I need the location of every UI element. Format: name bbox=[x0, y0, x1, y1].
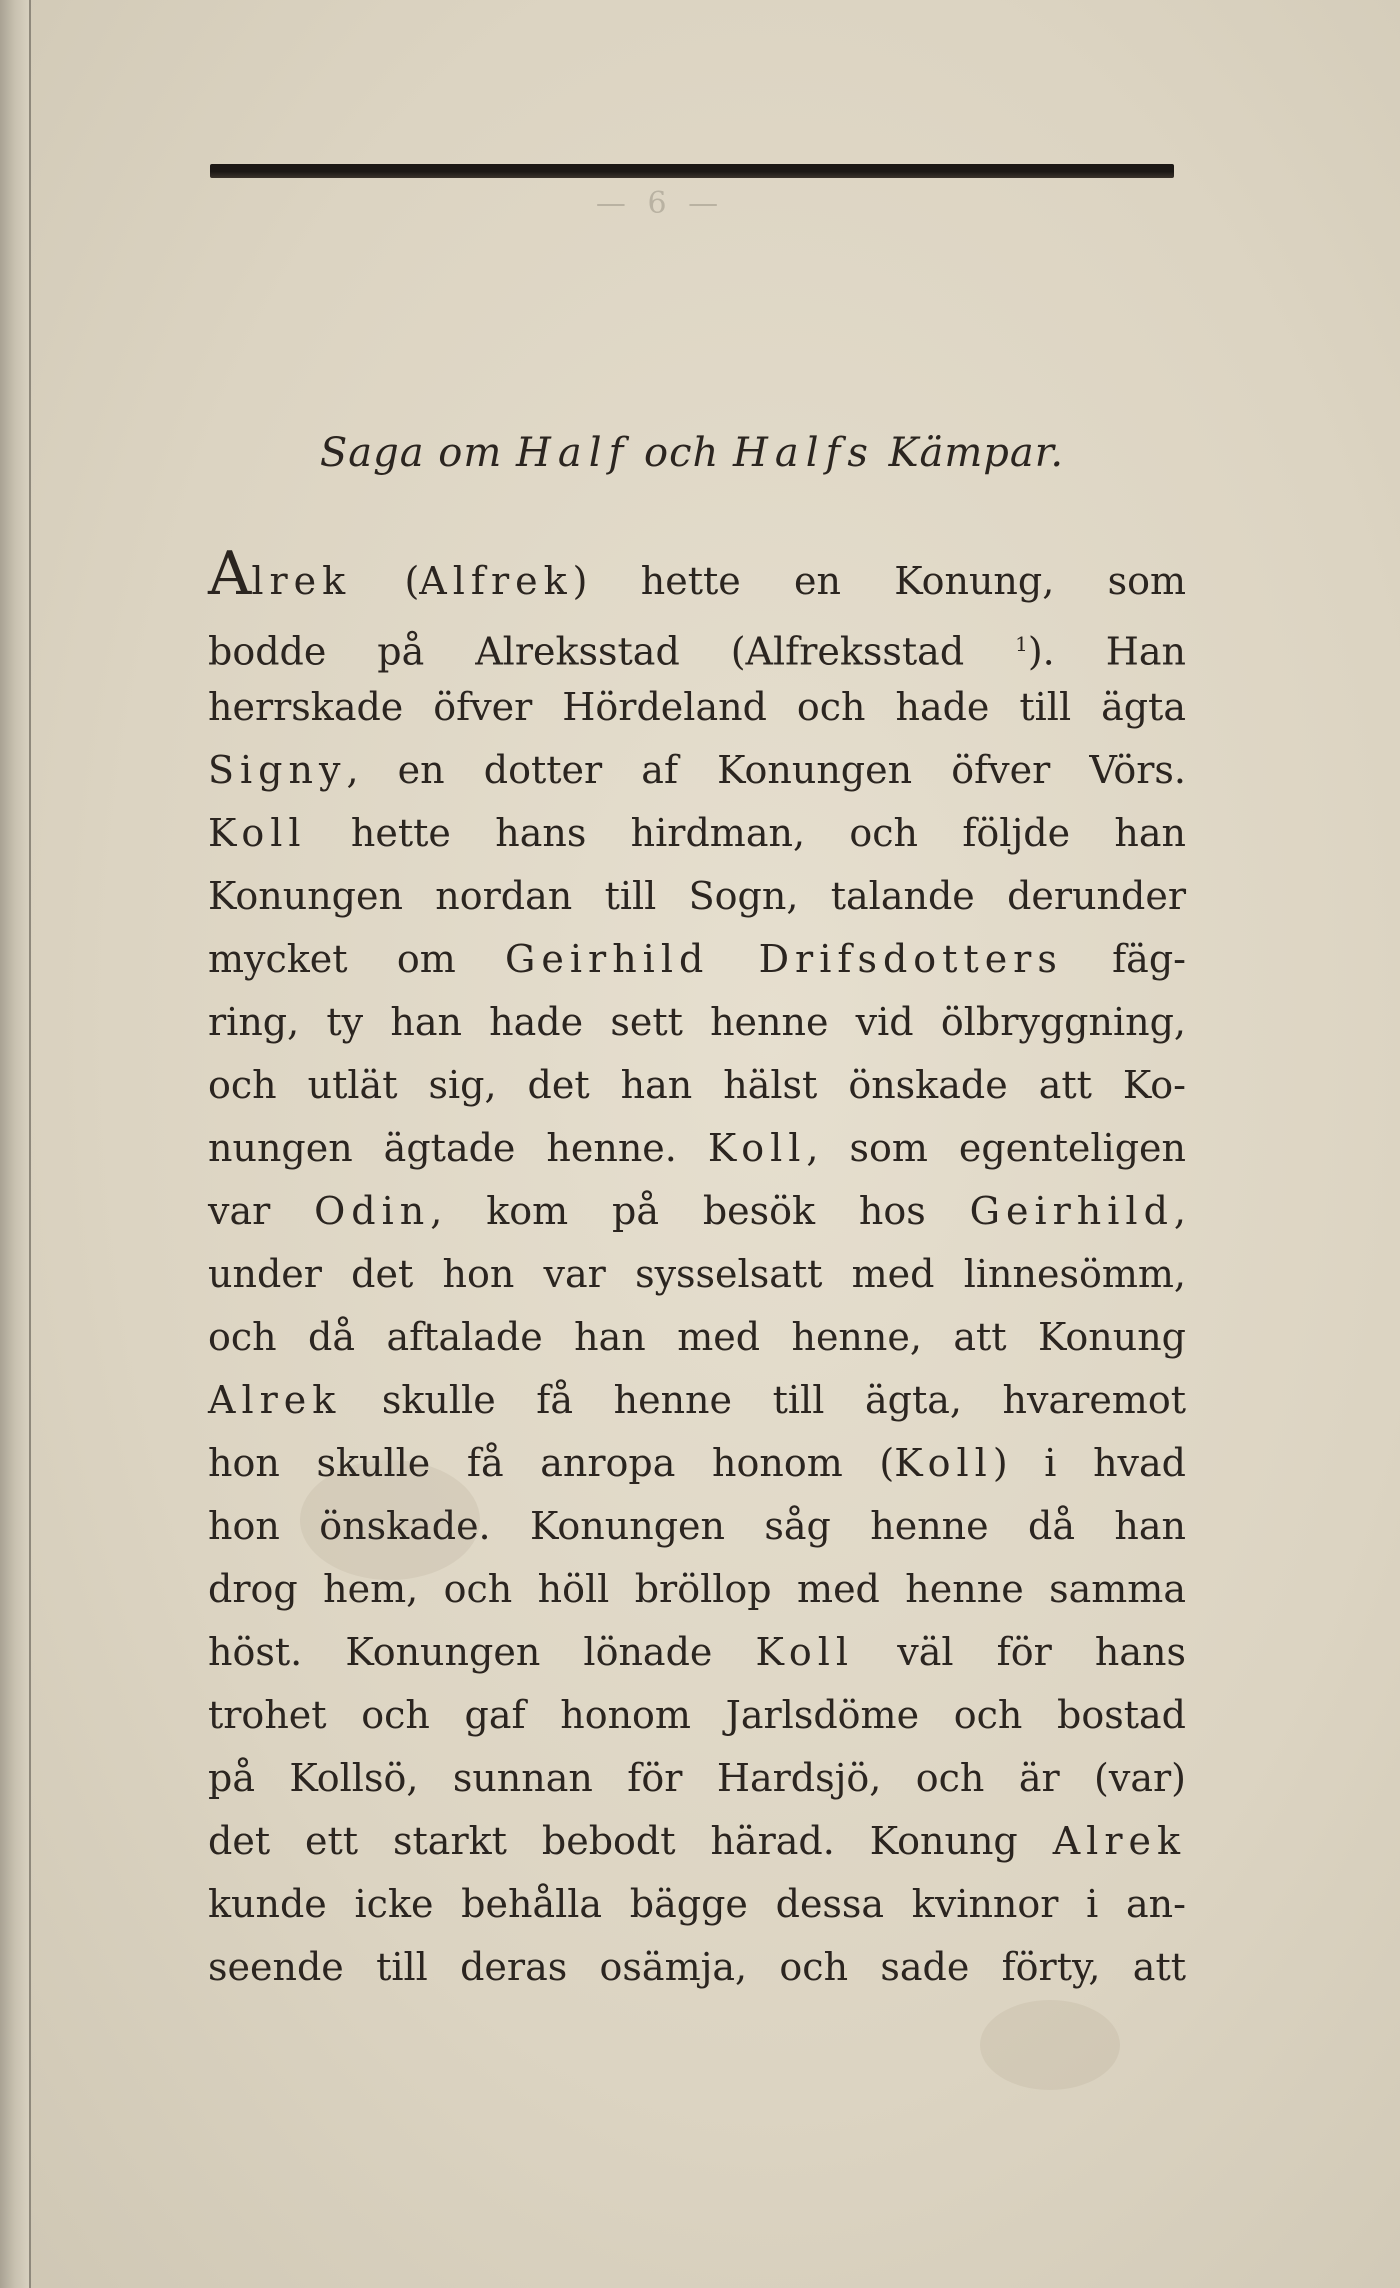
spaced-name: Alrek bbox=[208, 1378, 342, 1422]
title-name-halfs: Halfs bbox=[733, 430, 875, 476]
text-line: under det hon var sysselsatt med linnesömm, bbox=[208, 1252, 1186, 1296]
text-run: nungen ägtade henne. bbox=[208, 1126, 708, 1170]
text-run: , en dotter af Konungen öfver Vörs. bbox=[346, 748, 1186, 792]
text-line: och då aftalade han med henne, att Konung bbox=[208, 1315, 1186, 1359]
text-run: , som egenteligen bbox=[806, 1126, 1186, 1170]
text-line bbox=[208, 539, 1186, 613]
text-line: seende till deras osämja, och sade förty, att bbox=[208, 1945, 1186, 1989]
text-run: ). Han bbox=[1027, 629, 1186, 674]
text-line: på Kollsö, sunnan för Hardsjö, och är (var) bbox=[208, 1756, 1186, 1800]
text-run: var bbox=[208, 1189, 315, 1233]
text-line bbox=[208, 1432, 1186, 1495]
spaced-name: Drifsdotters bbox=[758, 937, 1063, 981]
spaced-name: Koll bbox=[755, 1630, 855, 1674]
text-line: hon önskade. Konungen såg henne då han bbox=[208, 1504, 1186, 1548]
text-line bbox=[208, 928, 1186, 991]
page-number: — 6 — bbox=[595, 186, 725, 221]
text-line: och utlät sig, det han hälst önskade att Ko- bbox=[208, 1063, 1186, 1107]
header-rule bbox=[210, 164, 1174, 178]
text-run: mycket om bbox=[208, 937, 506, 981]
title-name-half: Half bbox=[516, 430, 631, 476]
text-run: , kom på besök hos bbox=[430, 1189, 970, 1233]
title-part: Saga om bbox=[319, 430, 503, 476]
text-run: ) i hvad bbox=[992, 1441, 1187, 1485]
title-part: Kämpar. bbox=[888, 430, 1065, 476]
text-line bbox=[208, 1810, 1186, 1873]
text-run: ( bbox=[404, 559, 420, 603]
chapter-title bbox=[210, 430, 1174, 476]
spaced-name: Geirhild bbox=[969, 1189, 1174, 1233]
text-line: herrskade öfver Hördeland och hade till ägta bbox=[208, 685, 1186, 729]
body-text bbox=[208, 539, 1187, 1999]
text-run: skulle få henne till ägta, hvaremot bbox=[341, 1378, 1186, 1422]
page-spine-edge bbox=[29, 0, 31, 2288]
text-line bbox=[208, 613, 1186, 676]
text-run: , bbox=[1173, 1189, 1186, 1233]
spaced-name: Signy bbox=[208, 748, 347, 792]
text-line bbox=[208, 739, 1186, 802]
text-line bbox=[208, 1621, 1186, 1684]
spaced-name: Koll bbox=[707, 1126, 807, 1170]
text-line: kunde icke behålla bägge dessa kvinnor i an- bbox=[208, 1882, 1186, 1926]
title-part: och bbox=[644, 430, 720, 476]
text-line bbox=[208, 1117, 1186, 1180]
spaced-name: Alfrek bbox=[419, 559, 573, 603]
text-line bbox=[208, 802, 1186, 865]
text-line: Konungen nordan till Sogn, talande derunder bbox=[208, 874, 1186, 918]
text-run: hon skulle få anropa honom ( bbox=[208, 1441, 895, 1485]
page-spine-shadow bbox=[0, 0, 30, 2288]
footnote-marker: 1 bbox=[1015, 632, 1028, 656]
text-line: drog hem, och höll bröllop med henne samma bbox=[208, 1567, 1186, 1611]
text-line: trohet och gaf honom Jarlsdöme och bostad bbox=[208, 1693, 1186, 1737]
text-run bbox=[709, 937, 758, 981]
text-run: det ett starkt bebodt härad. Konung bbox=[208, 1819, 1053, 1863]
spaced-name: Alrek bbox=[1052, 1819, 1186, 1863]
spaced-name: Koll bbox=[894, 1441, 993, 1485]
text-run: ) hette en Konung, som bbox=[572, 559, 1186, 603]
spaced-name: lrek bbox=[251, 559, 352, 603]
text-run: fäg- bbox=[1062, 937, 1186, 981]
initial-letter: A bbox=[208, 539, 252, 609]
spaced-name: Odin bbox=[314, 1189, 431, 1233]
text-run: bodde på Alreksstad (Alfreksstad bbox=[208, 629, 1016, 674]
text-line: ring, ty han hade sett henne vid ölbryggning, bbox=[208, 1000, 1186, 1044]
text-line bbox=[208, 1180, 1186, 1243]
text-run: väl för hans bbox=[854, 1630, 1186, 1674]
paper-stain bbox=[980, 2000, 1120, 2090]
spaced-name: Geirhild bbox=[505, 937, 710, 981]
text-run: höst. Konungen lönade bbox=[208, 1630, 756, 1674]
text-run: hette hans hirdman, och följde han bbox=[306, 811, 1186, 855]
spaced-name: Koll bbox=[208, 811, 307, 855]
text-line bbox=[208, 1369, 1186, 1432]
